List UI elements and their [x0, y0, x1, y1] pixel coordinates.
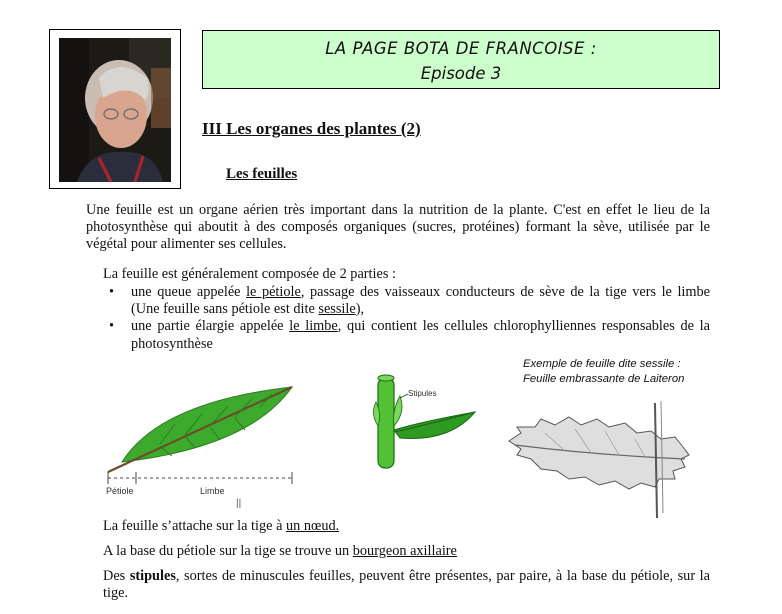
term-limbe: le limbe: [289, 318, 338, 335]
section-title: III Les organes des plantes (2): [202, 119, 421, 138]
leaf-parts-intro: La feuille est généralement composée de 2 parties :: [103, 266, 396, 282]
list-item: • une partie élargie appelée le limbe, qui contient les cellules chlorophylliennes responsables de la photosynthèse: [109, 318, 710, 352]
term-node: un nœud.: [286, 518, 340, 534]
limbe-label: Limbe: [200, 486, 225, 496]
term-axillary-bud: bourgeon axillaire: [352, 543, 457, 559]
leaf-diagram: [100, 372, 310, 512]
stipules-diagram: [370, 372, 485, 472]
bud-line: A la base du pétiole sur la tige se trouve un bourgeon axillaire: [103, 543, 457, 559]
figure-caption: Exemple de feuille dite sessile : Feuille embrassante de Laiteron: [523, 358, 685, 385]
subsection-title: Les feuilles: [226, 166, 298, 182]
term-petiole: le pétiole: [246, 284, 301, 300]
petiole-label: Pétiole: [106, 486, 134, 496]
list-item: • une queue appelée le pétiole, passage des vaisseaux conducteurs de sève de la tige vers le limbe (Une feuille sans pétiole est dite sessile),: [109, 284, 711, 318]
node-line: La feuille s’attache sur la tige à un nœud.: [103, 518, 340, 534]
banner-title: LA PAGE BOTA DE FRANCOISE :: [325, 39, 597, 58]
paragraph-intro: Une feuille est un organe aérien très important dans la nutrition de la plante. C'est en effet le lieu de la photosynthèse qui aboutit à des composés organiques (sucres, protéines) formant la sève, utilisée par le végétal pour alimenter ses cellules.: [86, 202, 710, 253]
leaf-parts-list: [103, 284, 710, 353]
author-photo-frame: [49, 29, 181, 189]
sessile-leaf-drawing: [505, 393, 695, 518]
bullet-icon: •: [109, 284, 115, 300]
stipules-label: Stipules: [408, 389, 437, 398]
banner-episode: Episode 3: [420, 64, 502, 83]
author-photo: [59, 38, 171, 182]
figure-mark: ||: [236, 498, 242, 509]
term-sessile: sessile: [318, 301, 356, 318]
bullet-icon: •: [109, 318, 115, 335]
title-banner: [202, 30, 720, 89]
stipules-paragraph: Des stipules, sortes de minuscules feuilles, peuvent être présentes, par paire, à la base du pétiole, sur la tige.: [103, 568, 710, 602]
term-stipules: stipules: [129, 568, 176, 584]
